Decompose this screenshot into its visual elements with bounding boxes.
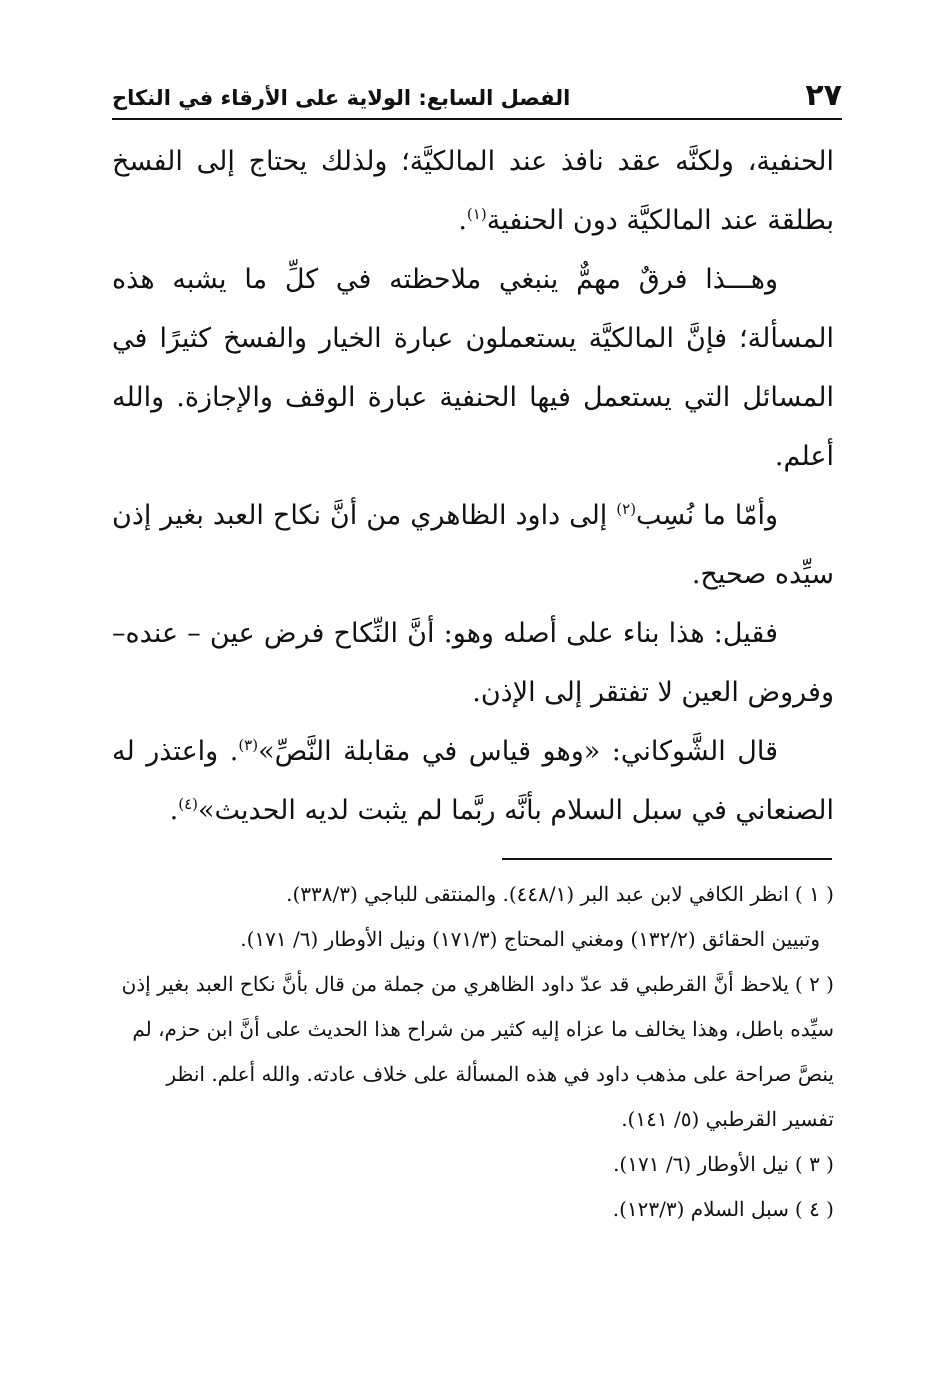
footnote-ref-4[interactable]: (٤) (178, 795, 199, 813)
footnote-number: ( ٢ ) (794, 972, 834, 996)
footnote-1-continued: وتبيين الحقائق (١٣٢/٢) ومغني المحتاج (١٧١/٣) ونيل الأوطار (٦/ ١٧١). (240, 927, 820, 951)
footnote-ref-3[interactable]: (٣) (238, 736, 259, 754)
footnotes (112, 872, 834, 1232)
paragraph-4: فقيل: هذا بناء على أصله وهو: أنَّ النِّكاح فرض عين – عنده– وفروض العين لا تفتقر إلى الإذن. (112, 618, 834, 708)
footnote-number: ( ١ ) (794, 882, 834, 906)
paragraph-3: وأمّا ما نُسِب$^{(٢)}$ إلى داود الظاهري من أنَّ نكاح العبد بغير إذن سيِّده صحيح. (112, 500, 834, 590)
paragraph-1: الحنفية، ولكنَّه عقد نافذ عند المالكيَّة؛ ولذلك يحتاج إلى الفسخ بطلقة عند المالكيَّة دون الحنفية$^{(١)}$. (112, 146, 834, 236)
main-text (112, 132, 834, 840)
footnote-divider (502, 858, 832, 860)
footnote-4: ( ٤ )سبل السلام (١٢٣/٣). (612, 1197, 834, 1221)
paragraph-5: قال الشَّوكاني: «وهو قياس في مقابلة النَّصِّ»$^{(٣)}$. واعتذر له الصنعاني في سبل السلام بأنَّه ربَّما لم يثبت لديه الحديث»$^{(٤)}$. (112, 736, 834, 826)
footnote-number: ( ٣ ) (794, 1152, 834, 1176)
page-number: ٢٧ (805, 78, 842, 113)
chapter-title: الفصل السابع: الولاية على الأرقاء في النكاح (112, 86, 571, 110)
footnote-ref-1[interactable]: (١) (466, 205, 487, 223)
footnote-number: ( ٤ ) (794, 1197, 834, 1221)
footnote-3: ( ٣ )نيل الأوطار (٦/ ١٧١). (613, 1152, 834, 1176)
paragraph-2: وهـــذا فرقٌ مهمٌّ ينبغي ملاحظته في كلِّ ما يشبه هذه المسألة؛ فإنَّ المالكيَّة يستعملون عبارة الخيار والفسخ كثيرًا في المسائل التي يستعمل فيها الحنفية عبارة الوقف والإجازة. والله أعلم. (112, 264, 834, 472)
footnote-ref-2[interactable]: (٢) (616, 500, 637, 518)
running-header (112, 72, 842, 120)
header-divider (112, 118, 842, 120)
footnote-2: ( ٢ )يلاحظ أنَّ القرطبي قد عدّ داود الظاهري من جملة من قال بأنَّ نكاح العبد بغير إذن سيِّده باطل، وهذا يخالف ما عزاه إليه كثير من شراح هذا الحديث على أنَّ ابن حزم، لم ينصَّ صراحة على مذهب داود في هذه المسألة على خلاف عادته. والله أعلم. انظر تفسير القرطبي (٥/ ١٤١). (121, 972, 834, 1131)
footnote-1: ( ١ )انظر الكافي لابن عبد البر (٤٤٨/١). والمنتقى للباجي (٣٣٨/٣). (286, 882, 834, 906)
